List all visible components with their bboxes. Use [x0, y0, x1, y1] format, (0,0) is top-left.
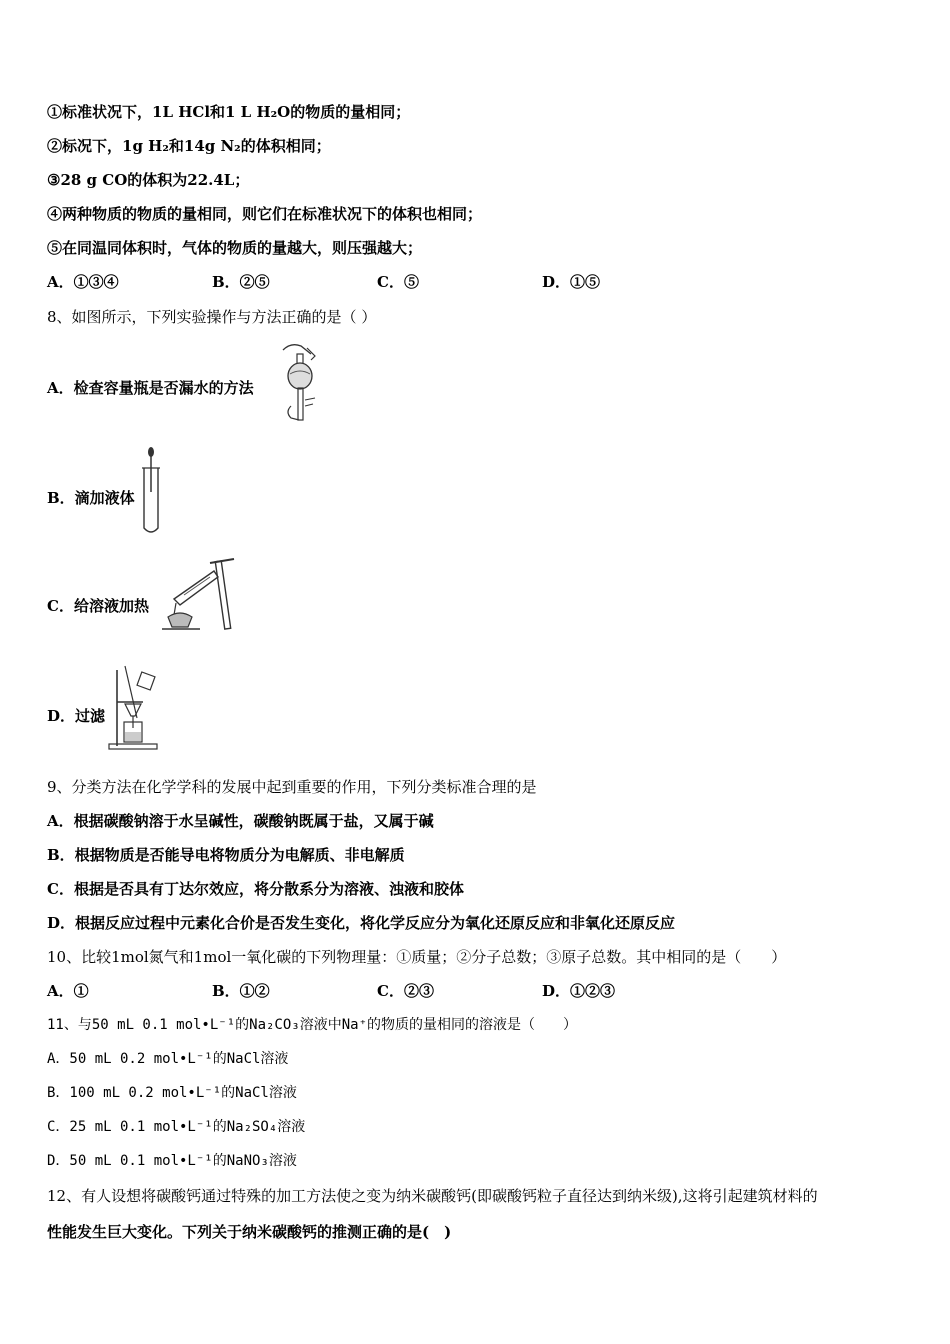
q7-option-a[interactable]: A．①③④: [47, 273, 119, 291]
q7-option-c[interactable]: C．⑤: [377, 273, 419, 291]
statement-3: ③28 g CO的体积为22.4L；: [47, 171, 250, 189]
q8-option-d[interactable]: D．过滤: [47, 707, 106, 725]
q9-option-b[interactable]: B．根据物质是否能导电将物质分为电解质、非电解质: [47, 846, 405, 864]
test-tube-dropper-icon: [138, 446, 164, 538]
q11-option-c[interactable]: C．25 mL 0.1 mol•L⁻¹的Na₂SO₄溶液: [47, 1119, 306, 1135]
q12-stem-line1: 12、有人设想将碳酸钙通过特殊的加工方法使之变为纳米碳酸钙(即碳酸钙粒子直径达到纳米级),这将引起建筑材料的: [47, 1187, 818, 1205]
q7-option-d[interactable]: D．①⑤: [542, 273, 601, 291]
statement-1: ①标准状况下，1L HCl和1 L H₂O的物质的量相同；: [47, 103, 411, 121]
q9-stem: 9、分类方法在化学学科的发展中起到重要的作用，下列分类标准合理的是: [47, 778, 537, 796]
q11-stem: 11、与50 mL 0.1 mol•L⁻¹的Na₂CO₃溶液中Na⁺的物质的量相同的溶液是（ ）: [47, 1017, 578, 1033]
q9-option-a[interactable]: A．根据碳酸钠溶于水呈碱性，碳酸钠既属于盐，又属于碱: [47, 812, 434, 830]
volumetric-flask-icon: [277, 340, 329, 426]
q10-option-b[interactable]: B．①②: [212, 982, 270, 1000]
q8-option-c[interactable]: C．给溶液加热: [47, 597, 149, 615]
statement-5: ⑤在同温同体积时，气体的物质的量越大，则压强越大；: [47, 239, 423, 257]
q9-option-c[interactable]: C．根据是否具有丁达尔效应，将分散系分为溶液、浊液和胶体: [47, 880, 464, 898]
q11-option-d[interactable]: D．50 mL 0.1 mol•L⁻¹的NaNO₃溶液: [47, 1153, 297, 1169]
q11-option-b[interactable]: B．100 mL 0.2 mol•L⁻¹的NaCl溶液: [47, 1085, 297, 1101]
heating-apparatus-icon: [158, 555, 244, 635]
q7-option-b[interactable]: B．②⑤: [212, 273, 270, 291]
q11-option-a[interactable]: A．50 mL 0.2 mol•L⁻¹的NaCl溶液: [47, 1051, 289, 1067]
q10-option-d[interactable]: D．①②③: [542, 982, 616, 1000]
q8-option-a[interactable]: A．检查容量瓶是否漏水的方法: [47, 379, 254, 397]
q8-option-b[interactable]: B．滴加液体: [47, 489, 135, 507]
q10-option-c[interactable]: C．②③: [377, 982, 434, 1000]
statement-2: ②标况下，1g H₂和14g N₂的体积相同；: [47, 137, 331, 155]
filtration-apparatus-icon: [105, 662, 161, 752]
q12-stem-line2: 性能发生巨大变化。下列关于纳米碳酸钙的推测正确的是( ): [47, 1223, 452, 1241]
q9-option-d[interactable]: D．根据反应过程中元素化合价是否发生变化，将化学反应分为氧化还原反应和非氧化还原反应: [47, 914, 676, 932]
q8-stem: 8、如图所示，下列实验操作与方法正确的是（ ）: [47, 308, 377, 326]
statement-4: ④两种物质的物质的量相同，则它们在标准状况下的体积也相同；: [47, 205, 483, 223]
q10-stem: 10、比较1mol氮气和1mol一氧化碳的下列物理量：①质量；②分子总数；③原子总数。其中相同的是（ ）: [47, 948, 787, 966]
q10-option-a[interactable]: A．①: [47, 982, 89, 1000]
